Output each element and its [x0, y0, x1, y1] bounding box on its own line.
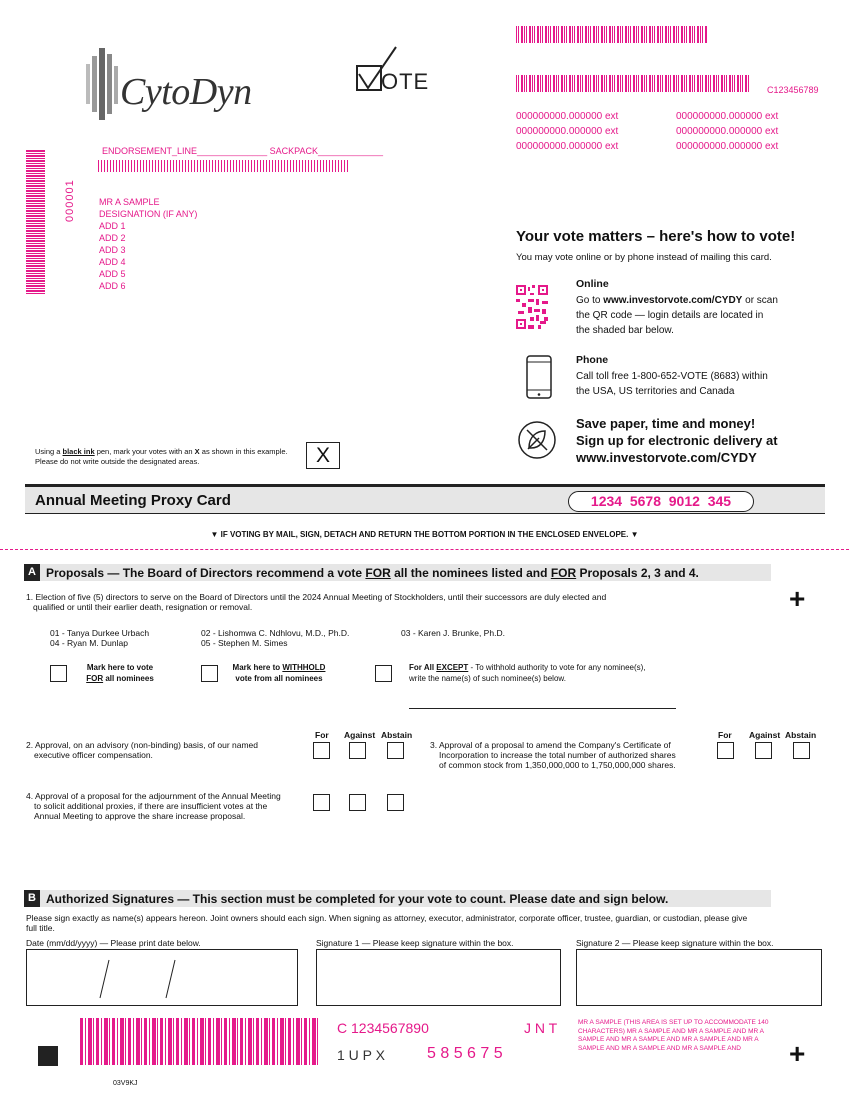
section-a-plus: +	[789, 583, 806, 614]
nominee-03: 03 - Karen J. Brunke, Ph.D.	[401, 628, 505, 638]
online-text	[576, 293, 826, 338]
nominee-01: 01 - Tanya Durkee Urbach	[50, 628, 150, 638]
date-input-box[interactable]	[26, 949, 298, 1006]
ext-line-2: 000000000.000000 ext	[516, 126, 619, 137]
vote-logo	[356, 46, 436, 96]
col-abstain-right: Abstain	[785, 730, 817, 740]
save-block	[576, 415, 778, 466]
detach-notice: ▼ IF VOTING BY MAIL, SIGN, DETACH AND RETURN THE BOTTOM PORTION IN THE ENCLOSED ENVELOPE. ▼	[210, 530, 639, 539]
date-slash-icon	[27, 950, 299, 1007]
endorsement-line: ENDORSEMENT_LINE______________ SACKPACK_____________	[102, 146, 384, 156]
withhold-all-label: Mark here to WITHHOLD vote from all nominees	[232, 663, 326, 683]
proposal-4-for-checkbox[interactable]	[313, 794, 330, 811]
section-b-title: Authorized Signatures — This section must be completed for your vote to count. Please date and sign below.	[46, 892, 669, 906]
qr-code-icon	[516, 285, 548, 329]
proposal-3-text: 3. Approval of a proposal to amend the Company's Certificate of Incorporation to increase the total number of authorized shares of common stock from 1,350,000,000 to 1,750,000,000 shares.	[430, 740, 676, 770]
save-line-2: Sign up for electronic delivery at	[576, 433, 778, 448]
address-line: ADD 3	[99, 245, 126, 255]
proposal-2-against-checkbox[interactable]	[349, 742, 366, 759]
detach-line	[0, 549, 849, 550]
proxy-card-title: Annual Meeting Proxy Card	[35, 492, 231, 509]
nominee-02: 02 - Lishomwa C. Ndhlovu, M.D., Ph.D.	[201, 628, 350, 638]
for-all-except-checkbox[interactable]	[375, 665, 392, 682]
postnet-barcode	[98, 160, 350, 172]
ext-line-3: 000000000.000000 ext	[516, 141, 619, 152]
proposal-2-text: 2. Approval, on an advisory (non-binding) basis, of our named executive officer compensation.	[26, 740, 258, 760]
cytodyn-wordmark: CytoDyn	[120, 71, 252, 113]
withhold-all-checkbox[interactable]	[201, 665, 218, 682]
sig2-label: Signature 2 — Please keep signature within the box.	[576, 938, 774, 948]
col-against-left: Against	[344, 730, 376, 740]
nominee-04: 04 - Ryan M. Dunlap	[50, 638, 128, 648]
nominee-05: 05 - Stephen M. Simes	[201, 638, 288, 648]
vote-headline: Your vote matters – here's how to vote!	[516, 228, 796, 245]
instructions-line-1: Using a black ink pen, mark your votes with an X as shown in this example.	[35, 447, 288, 456]
sequence-number: 000001	[64, 179, 76, 222]
top-barcode-1	[516, 26, 708, 43]
footer-plus: +	[789, 1038, 806, 1069]
side-barcode	[26, 150, 45, 294]
online-text-3: the QR code — login details are located in	[576, 310, 764, 321]
vote-for-all-label: Mark here to vote FOR all nominees	[86, 663, 154, 683]
section-b-bar	[24, 890, 771, 907]
col-abstain-left: Abstain	[381, 730, 413, 740]
account-code: C123456789	[767, 85, 819, 95]
address-line: ADD 2	[99, 233, 126, 243]
proposal-1-text: 1. Election of five (5) directors to serve on the Board of Directors until the 2024 Annual Meeting of Stockholders, until their successors are duly elected and qualified or until their earlier death, resignation or removal.	[26, 592, 607, 612]
phone-text-1: Call toll free 1-800-652-VOTE (8683) within	[576, 371, 768, 382]
sig1-label: Signature 1 — Please keep signature within the box.	[316, 938, 514, 948]
footer-barcode	[80, 1018, 320, 1065]
proposal-2-abstain-checkbox[interactable]	[387, 742, 404, 759]
instructions-line-2: Please do not write outside the designated areas.	[35, 457, 200, 466]
footer-number: 5 8 5 6 7 5	[427, 1045, 503, 1062]
ext-line-1: 000000000.000000 ext	[516, 111, 619, 122]
online-text-2: or scan	[742, 295, 778, 306]
cytodyn-logo-mark-icon	[84, 44, 124, 124]
proposal-3-for-checkbox[interactable]	[717, 742, 734, 759]
address-line: MR A SAMPLE	[99, 197, 160, 207]
proxy-card-bar	[25, 484, 825, 514]
address-line: ADD 4	[99, 257, 126, 267]
control-number: 1234 5678 9012 345	[568, 491, 754, 512]
for-all-except-label: For All EXCEPT - To withhold authority to vote for any nominee(s), write the name(s) of such nominee(s) below.	[409, 663, 646, 683]
proposal-4-text: 4. Approval of a proposal for the adjournment of the Annual Meeting to solicit additional proxies, if there are insufficient votes at the Annual Meeting to approve the share increase proposal.	[26, 791, 281, 821]
footer-jnt: J N T	[524, 1020, 558, 1036]
footer-upx: 1 U P X	[337, 1047, 385, 1063]
cytodyn-logo	[84, 44, 274, 124]
address-line: DESIGNATION (IF ANY)	[99, 209, 198, 219]
ext-line-6: 000000000.000000 ext	[676, 141, 779, 152]
example-mark-box: X	[306, 442, 340, 469]
except-nominee-write-line[interactable]	[409, 708, 676, 709]
leaf-icon	[517, 420, 557, 460]
phone-text	[576, 369, 768, 399]
phone-title: Phone	[576, 354, 609, 366]
proposal-4-abstain-checkbox[interactable]	[387, 794, 404, 811]
form-code: 03V9KJ	[113, 1080, 138, 1087]
save-url-link[interactable]: www.investorvote.com/CYDY	[576, 450, 757, 465]
marking-instructions	[35, 447, 288, 467]
vote-logo-text: OTE	[381, 69, 430, 94]
phone-icon	[526, 355, 552, 399]
col-against-right: Against	[749, 730, 781, 740]
col-for-right: For	[718, 730, 732, 740]
proposal-3-abstain-checkbox[interactable]	[793, 742, 810, 759]
vote-subline: You may vote online or by phone instead of mailing this card.	[516, 252, 772, 263]
signature-2-box[interactable]	[576, 949, 822, 1006]
proposal-4-against-checkbox[interactable]	[349, 794, 366, 811]
address-line: ADD 5	[99, 269, 126, 279]
section-b-letter: B	[24, 890, 40, 907]
registration-square	[38, 1046, 58, 1066]
date-label: Date (mm/dd/yyyy) — Please print date below.	[26, 938, 201, 948]
top-barcode-2	[516, 75, 750, 92]
signature-1-box[interactable]	[316, 949, 561, 1006]
save-line-1: Save paper, time and money!	[576, 416, 756, 431]
section-a-title: Proposals — The Board of Directors recommend a vote FOR all the nominees listed and FOR Proposals 2, 3 and 4.	[46, 566, 699, 580]
section-a-bar	[24, 564, 771, 581]
online-title: Online	[576, 278, 609, 290]
footer-sample-text: MR A SAMPLE (THIS AREA IS SET UP TO ACCOMMODATE 140 CHARACTERS) MR A SAMPLE AND MR A SAMPLE AND MR A SAMPLE AND MR A SAMPLE AND MR A SAMPLE AND MR A SAMPLE AND MR A SAMPLE AND MR A SAMPLE AND	[578, 1019, 769, 1052]
proposal-2-for-checkbox[interactable]	[313, 742, 330, 759]
ext-line-5: 000000000.000000 ext	[676, 126, 779, 137]
section-a-letter: A	[24, 564, 40, 581]
footer-account-code: C 1234567890	[337, 1020, 429, 1036]
col-for-left: For	[315, 730, 329, 740]
ext-line-4: 000000000.000000 ext	[676, 111, 779, 122]
address-block	[99, 196, 197, 292]
vote-for-all-checkbox[interactable]	[50, 665, 67, 682]
proposal-3-against-checkbox[interactable]	[755, 742, 772, 759]
phone-text-2: the USA, US territories and Canada	[576, 386, 735, 397]
signature-instructions: Please sign exactly as name(s) appears hereon. Joint owners should each sign. When signing as attorney, executor, administrator, corporate officer, trustee, guardian, or custodian, please give full title.	[26, 913, 748, 933]
online-text-1: Go to	[576, 295, 604, 306]
online-url-link[interactable]: www.investorvote.com/CYDY	[603, 295, 743, 306]
online-text-4: the shaded bar below.	[576, 325, 674, 336]
address-line: ADD 1	[99, 221, 126, 231]
address-line: ADD 6	[99, 281, 126, 291]
